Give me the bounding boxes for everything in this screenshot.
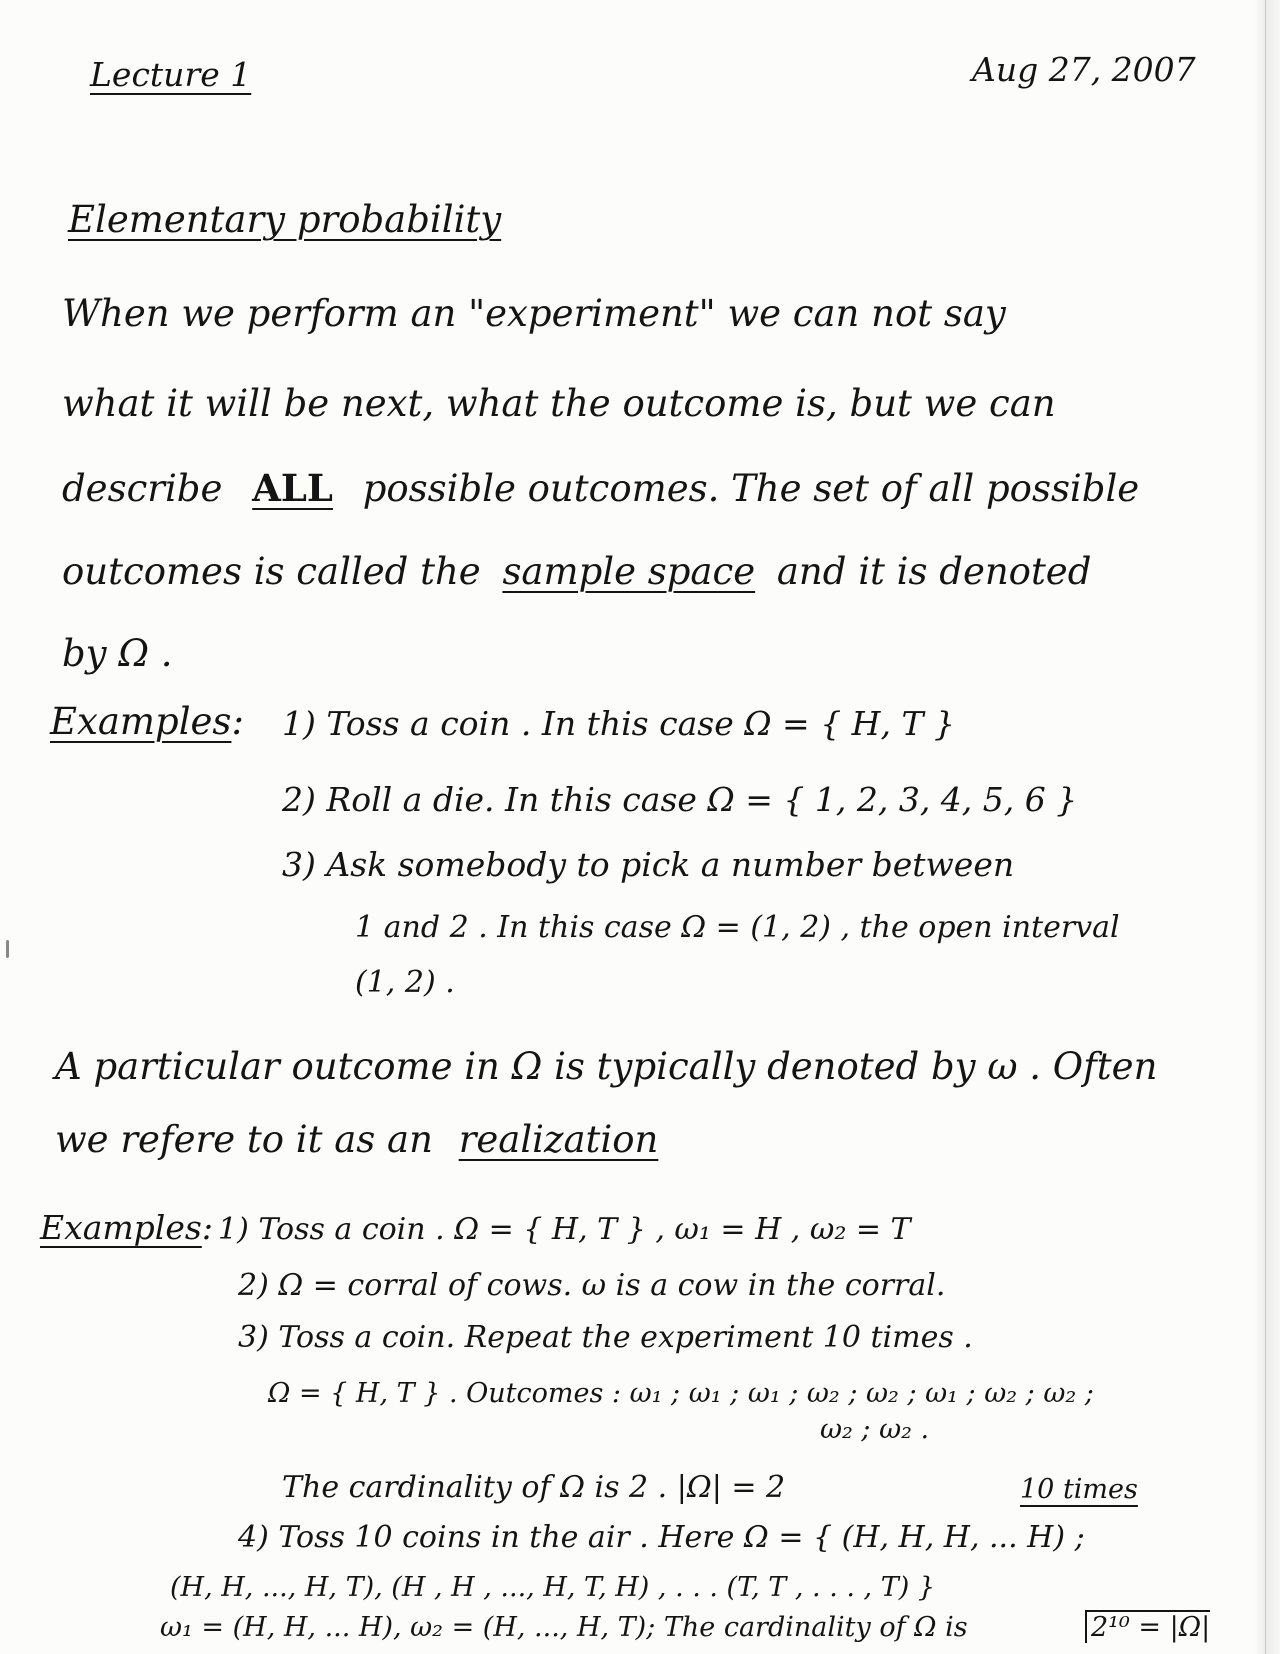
page-edge-line (1265, 0, 1266, 1654)
realization-term: realization (458, 1118, 659, 1161)
example-repeat: 3) Toss a coin. Repeat the experiment 10 times . (238, 1320, 973, 1355)
sample-space-term: sample space (502, 550, 756, 593)
ten-coins-cardinality: ω₁ = (H, H, ... H), ω₂ = (H, ..., H, T); The cardinality of Ω is (160, 1612, 968, 1643)
intro-line-1: When we perform an "experiment" we can not say (62, 292, 1006, 335)
example-3-interval: 1 and 2 . In this case Ω = (1, 2) , the open interval (355, 910, 1120, 945)
example-cows: 2) Ω = corral of cows. ω is a cow in the corral. (238, 1268, 946, 1303)
example-3-interval-end: (1, 2) . (355, 965, 455, 1000)
example-3-number: 3) Ask somebody to pick a number between (282, 845, 1015, 884)
realization-line-2-start: we refere to it as an (55, 1118, 433, 1161)
margin-mark (6, 940, 9, 958)
lecture-date: Aug 27, 2007 (972, 50, 1196, 89)
examples-label-1 (50, 700, 244, 743)
intro-line-4-end: and it is denoted (776, 550, 1092, 593)
intro-line-5: by Ω . (62, 632, 173, 675)
realization-line-1: A particular outcome in Ω is typically denoted by ω . Often (55, 1045, 1158, 1088)
realization-line-2 (55, 1118, 658, 1161)
all-emphasis: ALL (252, 466, 333, 510)
intro-line-3-end: possible outcomes. The set of all possible (362, 467, 1140, 510)
example-1-coin: 1) Toss a coin . In this case Ω = { H, T } (282, 704, 955, 743)
example-repeat-outcomes-cont: ω₂ ; ω₂ . (820, 1414, 930, 1445)
example-ten-coins: 4) Toss 10 coins in the air . Here Ω = { (H, H, H, ... H) ; (238, 1520, 1085, 1555)
example-repeat-outcomes: Ω = { H, T } . Outcomes : ω₁ ; ω₁ ; ω₁ ; ω₂ ; ω₂ ; ω₁ ; ω₂ ; ω₂ ; (268, 1378, 1094, 1409)
intro-line-3-start: describe (62, 467, 223, 510)
examples-label-2 (40, 1208, 213, 1247)
example-2-die: 2) Roll a die. In this case Ω = { 1, 2, 3, 4, 5, 6 } (282, 780, 1078, 819)
boxed-result: 2¹⁰ = |Ω| (1085, 1610, 1210, 1643)
intro-line-3 (62, 466, 1139, 510)
examples-label-colon: : (231, 700, 244, 743)
ten-coins-outcomes: (H, H, ..., H, T), (H , H , ..., H, T, H) , . . . (T, T , . . . , T) } (170, 1572, 936, 1603)
examples-label-colon-2: : (201, 1208, 213, 1247)
intro-line-4 (62, 550, 1091, 593)
examples-label-text: Examples (50, 700, 232, 743)
intro-line-4-start: outcomes is called the (62, 550, 481, 593)
example-coin-outcomes: 1) Toss a coin . Ω = { H, T } , ω₁ = H , ω₂ = T (218, 1212, 911, 1247)
ten-times-note: 10 times (1020, 1474, 1138, 1505)
cardinality-statement: The cardinality of Ω is 2 . |Ω| = 2 (282, 1470, 786, 1505)
examples-label-text-2: Examples (40, 1208, 202, 1247)
lecture-title: Lecture 1 (90, 55, 252, 94)
page-edge-shadow (1254, 0, 1280, 1654)
section-heading: Elementary probability (68, 198, 502, 241)
intro-line-2: what it will be next, what the outcome is, but we can (62, 382, 1056, 425)
